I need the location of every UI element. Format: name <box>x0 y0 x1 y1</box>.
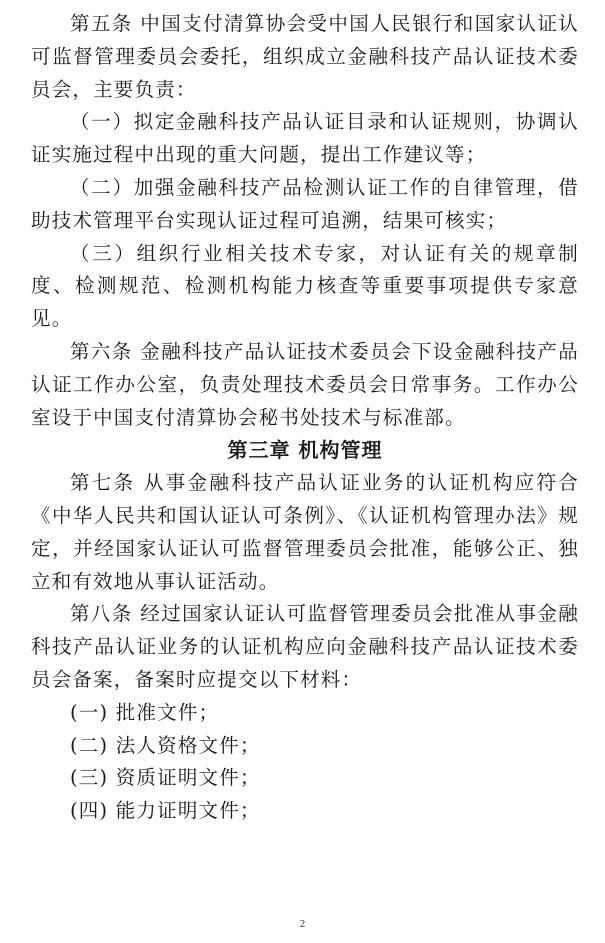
article-8-item-3: (三) 资质证明文件； <box>70 766 261 790</box>
article-5-item-1: （一）拟定金融科技产品认证目录和认证规则，协调认证实施过程中出现的重大问题，提出工作建议等； <box>31 110 579 167</box>
page-number: 2 <box>299 918 306 930</box>
article-6-paragraph: 第六条 金融科技产品认证技术委员会下设金融科技产品认证工作办公室，负责处理技术委员会日常事务。工作办公室设于中国支付清算协会秘书处技术与标准部。 <box>31 339 579 429</box>
chapter-heading: 第三章 机构管理 <box>227 438 383 463</box>
article-5-item-3: （三）组织行业相关技术专家，对认证有关的规章制度、检测规范、检测机构能力核查等重要事项提供专家意见。 <box>31 241 579 331</box>
article-5-paragraph: 第五条 中国支付清算协会受中国人民银行和国家认证认可监督管理委员会委托，组织成立金融科技产品认证技术委员会，主要负责： <box>31 12 579 101</box>
article-5-item-2: （二）加强金融科技产品检测认证工作的自律管理，借助技术管理平台实现认证过程可追溯，结果可核实； <box>31 175 579 232</box>
article-7-paragraph: 第七条 从事金融科技产品认证业务的认证机构应符合《中华人民共和国认证认可条例》、《认证机构管理办法》规定，并经国家认证认可监督管理委员会批准，能够公正、独立和有效地从事认证活动。 <box>31 471 579 593</box>
article-8-item-1: (一) 批准文件； <box>70 700 220 724</box>
article-8-item-2: (二) 法人资格文件； <box>70 733 261 757</box>
document-body <box>31 8 579 828</box>
article-8-paragraph: 第八条 经过国家认证认可监督管理委员会批准从事金融科技产品认证业务的认证机构应向金融科技产品认证技术委员会备案，备案时应提交以下材料： <box>31 602 579 691</box>
article-8-item-4: (四) 能力证明文件； <box>70 799 261 823</box>
